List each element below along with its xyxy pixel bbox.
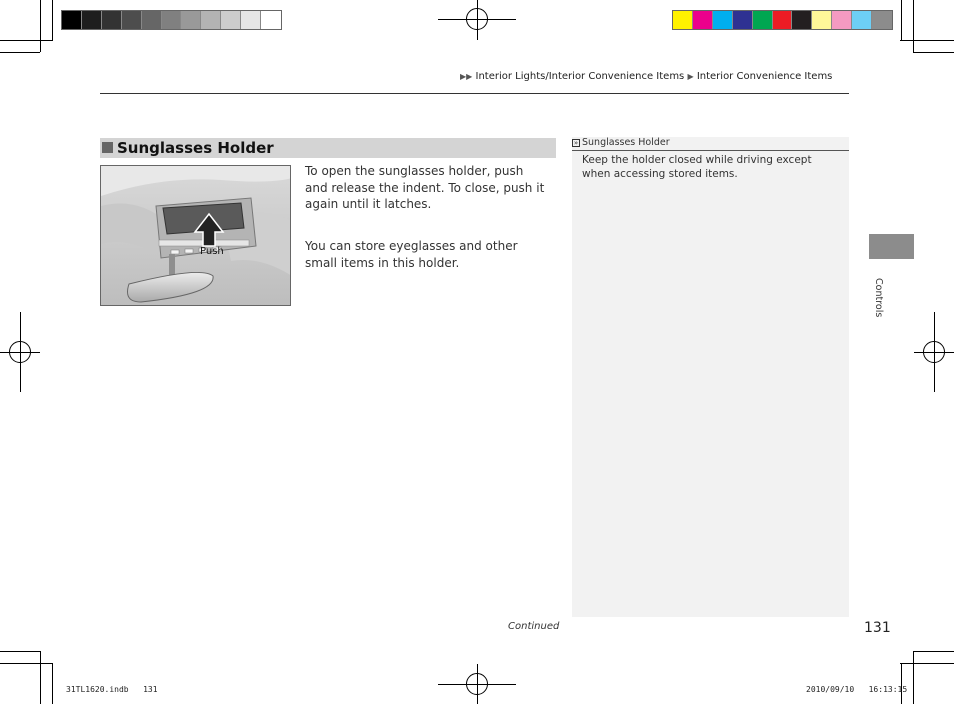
section-square-icon [102, 142, 113, 153]
gray-swatch [82, 11, 102, 29]
sidebar-note-header [572, 137, 849, 151]
gray-swatch [201, 11, 221, 29]
chapter-tab[interactable] [869, 234, 914, 259]
file-info: 31TL1620.indb 131 [66, 685, 158, 694]
gray-swatch [62, 11, 82, 29]
push-label: Push [200, 246, 224, 257]
continued-label: Continued [508, 621, 560, 632]
instruction-paragraph-storage: You can store eyeglasses and other small items in this holder. [305, 239, 518, 270]
color-swatch [832, 11, 852, 29]
breadcrumb-arrows-icon: ▶▶ [460, 72, 473, 81]
gray-color-bar [61, 10, 282, 30]
section-title: Sunglasses Holder [117, 139, 274, 157]
color-swatch [852, 11, 872, 29]
page-number: 131 [864, 620, 891, 636]
gray-swatch [181, 11, 201, 29]
breadcrumb [460, 71, 832, 82]
gray-swatch [221, 11, 241, 29]
breadcrumb-current: Interior Convenience Items [696, 71, 833, 82]
color-swatch [753, 11, 773, 29]
gray-swatch [162, 11, 182, 29]
color-swatch [733, 11, 753, 29]
sunglasses-holder-illustration [100, 165, 291, 306]
color-swatch [673, 11, 693, 29]
chapter-tab-label: Controls [873, 278, 884, 318]
color-swatch [872, 11, 892, 29]
gray-swatch [122, 11, 142, 29]
section-header [100, 138, 556, 158]
gray-swatch [241, 11, 261, 29]
reference-icon: » [573, 139, 579, 147]
gray-swatch [261, 11, 281, 29]
gray-swatch [102, 11, 122, 29]
process-color-bar [672, 10, 893, 30]
color-swatch [792, 11, 812, 29]
gray-swatch [142, 11, 162, 29]
header-divider [100, 93, 849, 94]
breadcrumb-separator-icon: ▶ [687, 72, 694, 81]
breadcrumb-link-interior-lights[interactable]: Interior Lights/Interior Convenience Items [475, 71, 685, 82]
sidebar-note-title: Sunglasses Holder [582, 137, 670, 148]
color-swatch [773, 11, 793, 29]
print-timestamp: 2010/09/10 16:13:15 [806, 685, 908, 694]
sidebar-note-text: Keep the holder closed while driving except when accessing stored items. [582, 154, 812, 180]
color-swatch [693, 11, 713, 29]
color-swatch [713, 11, 733, 29]
instruction-paragraph-open: To open the sunglasses holder, push and release the indent. To close, push it again until it latches. [305, 164, 545, 211]
sidebar-note [572, 137, 849, 617]
color-swatch [812, 11, 832, 29]
overhead-console-drawing [101, 166, 291, 306]
